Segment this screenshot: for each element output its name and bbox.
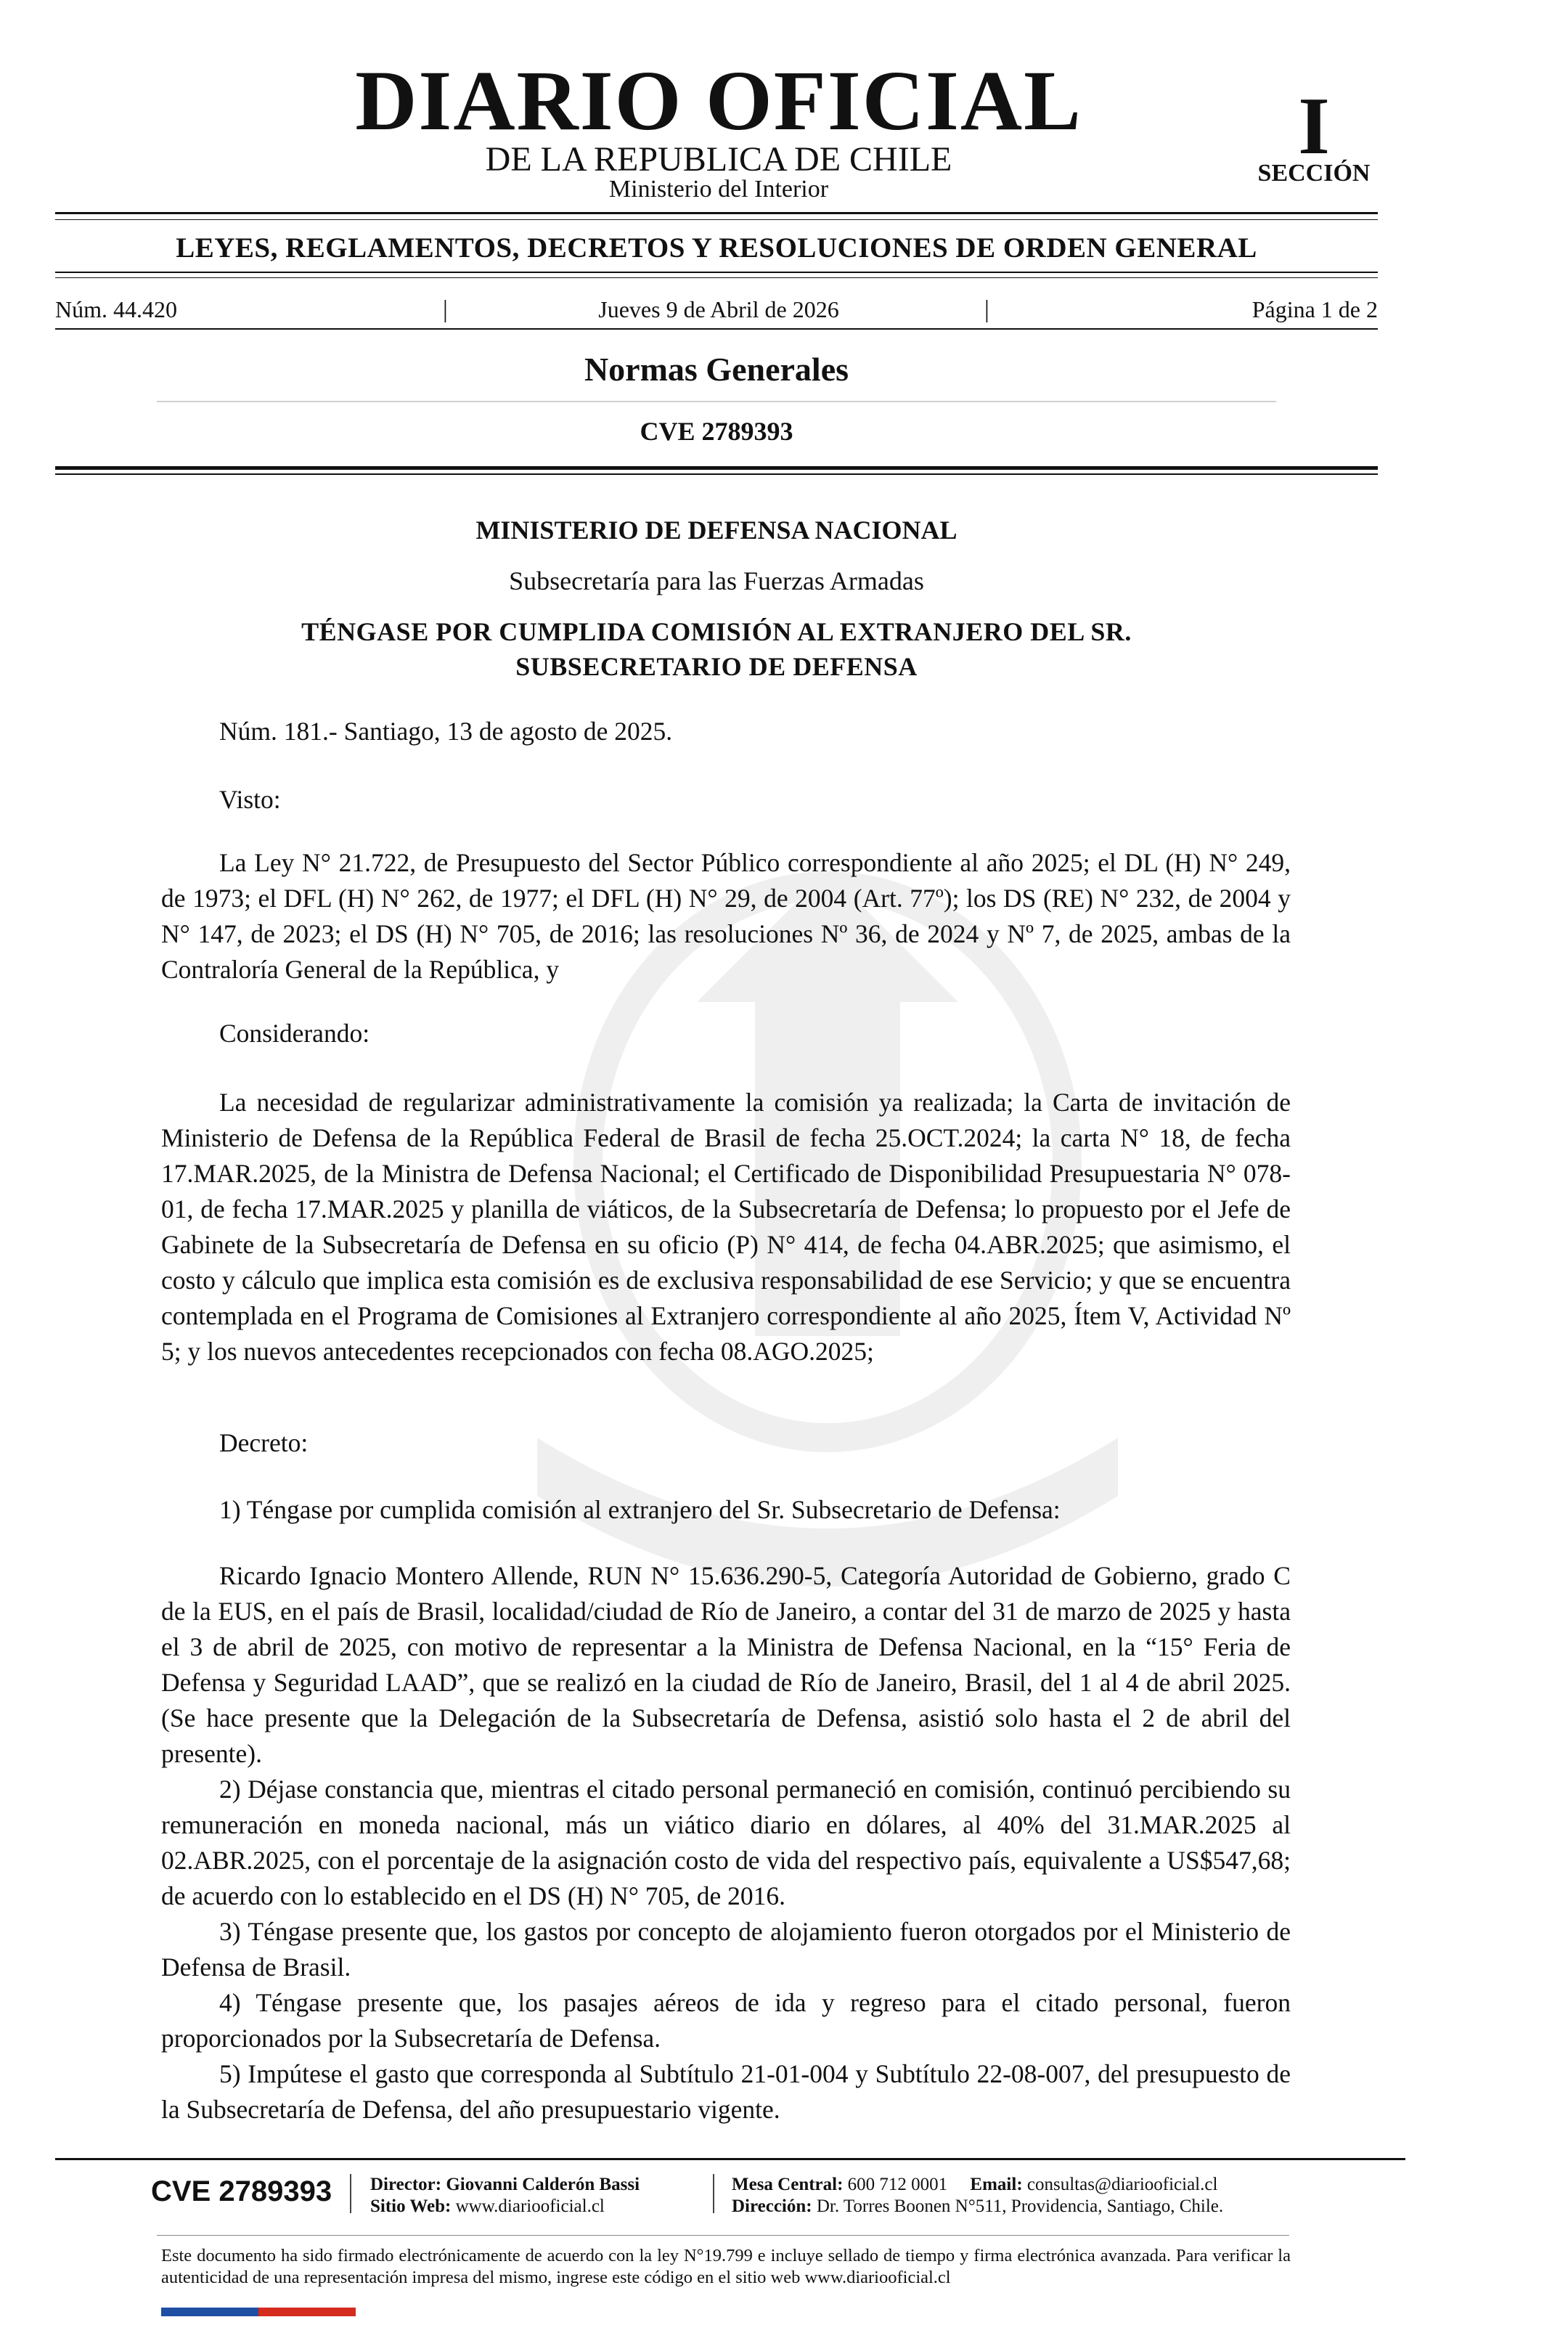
ministry-heading: MINISTERIO DE DEFENSA NACIONAL (475, 516, 957, 545)
issue-separator: | (443, 296, 448, 323)
footer-cve-code: CVE 2789393 (151, 2175, 332, 2207)
address-label: Dirección: (732, 2196, 812, 2216)
article-4-paragraph: 4) Téngase presente que, los pasajes aéreos de ida y regreso para el citado personal, fueron proporcionados por la Subsecretaría de Defensa. (161, 1988, 1291, 2053)
cve-code: CVE 2789393 (640, 417, 793, 446)
decree-title-line-1: TÉNGASE POR CUMPLIDA COMISIÓN AL EXTRANJERO DEL SR. (301, 617, 1132, 646)
phone-label: Mesa Central: (732, 2175, 844, 2194)
flag-stripe-red (258, 2308, 356, 2316)
article-1-heading: 1) Téngase por cumplida comisión al extranjero del Sr. Subsecretario de Defensa: (219, 1495, 1061, 1524)
decreto-label: Decreto: (219, 1428, 309, 1457)
cve-rule-thick (55, 466, 1378, 470)
header-rule-mid (55, 272, 1378, 273)
issue-date: Jueves 9 de Abril de 2026 (598, 296, 839, 322)
email-link[interactable]: consultas@diariooficial.cl (1026, 2175, 1218, 2194)
footer-rule (55, 2158, 1405, 2160)
article-3-paragraph: 3) Téngase presente que, los gastos por concepto de alojamiento fueron otorgados por el Ministerio de Defensa de Brasil. (161, 1917, 1291, 1982)
subsecretariat: Subsecretaría para las Fuerzas Armadas (509, 566, 924, 595)
legal-notice: Este documento ha sido firmado electrónicamente de acuerdo con la ley N°19.799 e incluye sellado de tiempo y firma electrónica avanzada. Para verificar la autenticidad de una representación impresa del mismo, ingrese este código en el sitio web www.diariooficial.cl (161, 2246, 1291, 2287)
footer-website (370, 2196, 605, 2218)
footer-director (370, 2174, 640, 2196)
section-label: SECCIÓN (1257, 160, 1371, 187)
article-5-paragraph: 5) Impútese el gasto que corresponda al Subtítulo 21-01-004 y Subtítulo 22-08-007, del presupuesto de la Subsecretaría de Defensa, del año presupuestario vigente. (161, 2059, 1291, 2124)
cve-rule-thin (55, 473, 1378, 475)
page-indicator: Página 1 de 2 (1251, 296, 1378, 322)
considerando-label: Considerando: (219, 1019, 370, 1048)
website-label: Sitio Web: (370, 2196, 452, 2216)
visto-label: Visto: (219, 785, 281, 814)
phone-number: 600 712 0001 (847, 2175, 948, 2194)
section-banner: LEYES, REGLAMENTOS, DECRETOS Y RESOLUCIONES DE ORDEN GENERAL (176, 232, 1257, 264)
article-2-paragraph: 2) Déjase constancia que, mientras el citado personal permaneció en comisión, continuó percibiendo su remuneración en moneda nacional, más un viático diario en dólares, al 40% del 31.MAR.2025 al 02.ABR.2025, con el porcentaje de la asignación costo de vida del respectivo país, equivalente a US$547,68; de acuerdo con lo establecido en el DS (H) N° 705, de 2016. (161, 1775, 1291, 1910)
email-label: Email: (970, 2175, 1023, 2194)
newspaper-title: DIARIO OFICIAL (355, 53, 1082, 148)
footer-thin-rule (157, 2235, 1289, 2236)
heading-divider (157, 401, 1276, 402)
decree-number-date: Núm. 181.- Santiago, 13 de agosto de 2025. (219, 717, 673, 746)
header-rule-top-thin (55, 219, 1378, 220)
header-rule-mid-thin (55, 277, 1378, 278)
address-value: Dr. Torres Boonen N°511, Providencia, Santiago, Chile. (816, 2196, 1224, 2216)
website-link[interactable]: www.diariooficial.cl (455, 2196, 605, 2216)
director-label: Director: (370, 2175, 442, 2194)
header-rule-top (55, 212, 1378, 214)
director-name: Giovanni Calderón Bassi (446, 2175, 640, 2194)
newspaper-subtitle: DE LA REPUBLICA DE CHILE (485, 140, 952, 179)
decree-title-line-2: SUBSECRETARIO DE DEFENSA (515, 652, 918, 681)
visto-paragraph: La Ley N° 21.722, de Presupuesto del Sector Público correspondiente al año 2025; el DL (H) N° 249, de 1973; el DFL (H) N° 262, de 1977; el DFL (H) N° 29, de 2004 (Art. 77º); los DS (RE) N° 232, de 2004 y N° 147, de 2023; el DS (H) N° 705, de 2016; las resoluciones Nº 36, de 2024 y Nº 7, de 2025, ambas de la Contraloría General de la República, y (161, 848, 1291, 984)
section-numeral: I (1298, 81, 1330, 171)
issue-separator: | (984, 296, 989, 323)
considerando-paragraph: La necesidad de regularizar administrativamente la comisión ya realizada; la Carta de invitación de Ministerio de Defensa de la República Federal de Brasil de fecha 25.OCT.2024; la carta N° 18, de fecha 17.MAR.2025, de la Ministra de Defensa Nacional; el Certificado de Disponibilidad Presupuestaria N° 078-01, de fecha 17.MAR.2025 y planilla de viáticos, de la Subsecretaría de Defensa; lo propuesto por el Jefe de Gabinete de la Subsecretaría de Defensa en su oficio (P) N° 414, de fecha 04.ABR.2025; que asimismo, el costo y cálculo que implica esta comisión es de exclusiva responsabilidad de ese Servicio; y que se encuentra contemplada en el Programa de Comisiones al Extranjero correspondiente al año 2025, Ítem V, Actividad Nº 5; y los nuevos antecedentes recepcionados con fecha 08.AGO.2025; (161, 1088, 1291, 1366)
footer-address (732, 2196, 1223, 2218)
footer-divider (713, 2174, 714, 2213)
article-1-paragraph: Ricardo Ignacio Montero Allende, RUN N° 15.636.290-5, Categoría Autoridad de Gobierno, grado C de la EUS, en el país de Brasil, localidad/ciudad de Río de Janeiro, a contar del 31 de marzo de 2025 y hasta el 3 de abril de 2025, con motivo de representar a la Ministra de Defensa Nacional, en la “15° Feria de Defensa y Seguridad LAAD”, que se realizó en la ciudad de Río de Janeiro, Brasil, del 1 al 4 de abril 2025. (Se hace presente que la Delegación de la Subsecretaría de Defensa, asistió solo hasta el 2 de abril del presente). (161, 1561, 1291, 1768)
newspaper-ministry: Ministerio del Interior (608, 176, 829, 203)
footer-contact (732, 2174, 1217, 2196)
footer-divider (350, 2174, 351, 2213)
issue-rule (55, 328, 1378, 330)
section-heading: Normas Generales (584, 351, 849, 388)
issue-number: Núm. 44.420 (55, 296, 177, 322)
flag-stripe-blue (161, 2308, 258, 2316)
